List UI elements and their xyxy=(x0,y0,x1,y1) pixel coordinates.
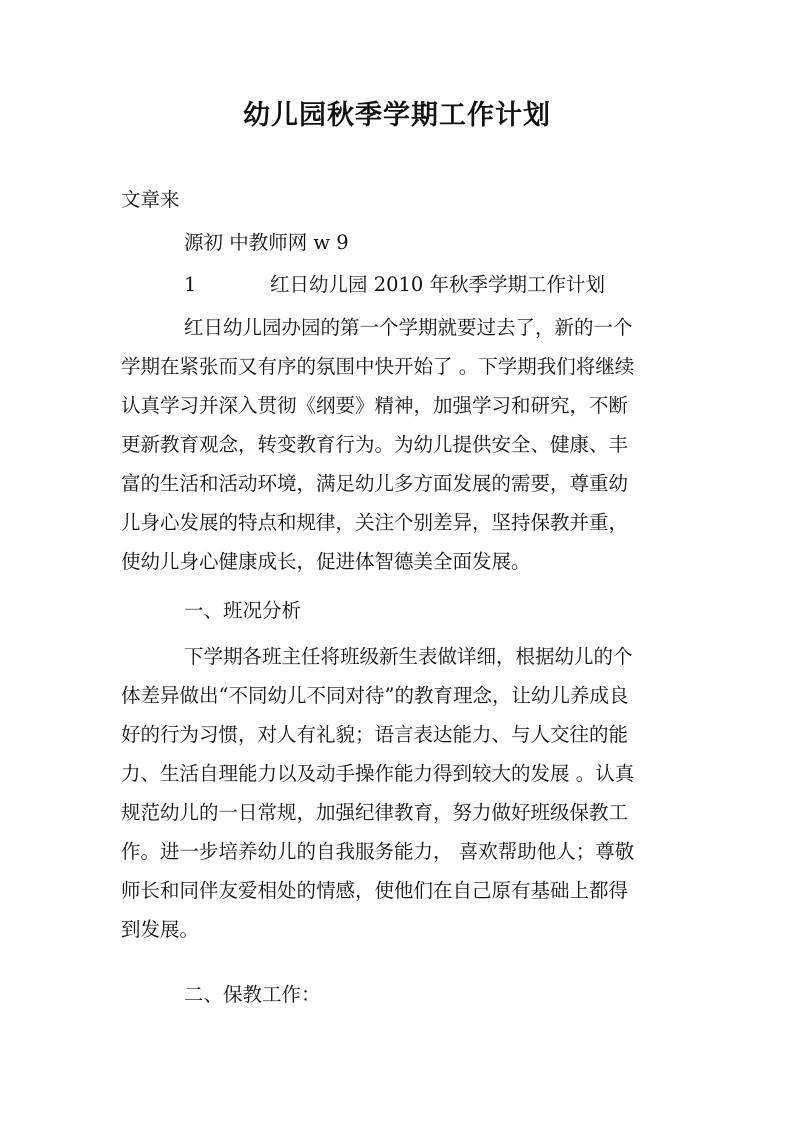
section1-paragraph-line: 好的行为习惯，对人有礼貌；语言表达能力、与人交往的能 xyxy=(121,723,629,746)
document-title: 幼儿园秋季学期工作计划 xyxy=(243,100,551,131)
intro-paragraph-line: 儿身心发展的特点和规律，关注个别差异，坚持保教并重， xyxy=(121,511,629,534)
intro-paragraph-line: 红日幼儿园办园的第一个学期就要过去了，新的一个 xyxy=(184,316,633,339)
intro-paragraph-line: 富的生活和活动环境，满足幼儿多方面发展的需要，尊重幼 xyxy=(121,472,629,495)
section1-paragraph-line: 到发展。 xyxy=(121,918,200,941)
intro-paragraph-line: 认真学习并深入贯彻《纲要》精神，加强学习和研究，不断 xyxy=(121,394,629,417)
plan-title: 红日幼儿园 2010 年秋季学期工作计划 xyxy=(270,273,606,296)
section1-paragraph-line: 作。进一步培养幼儿的自我服务能力， 喜欢帮助他人；尊敬 xyxy=(121,840,635,863)
item-number: 1 xyxy=(184,273,197,296)
intro-paragraph-line: 学期在紧张而又有序的氛围中快开始了 。下学期我们将继续 xyxy=(121,355,635,378)
source-line-1: 文章来 xyxy=(121,188,180,211)
section1-paragraph-line: 下学期各班主任将班级新生表做详细，根据幼儿的个 xyxy=(184,645,633,668)
section1-paragraph-line: 体差异做出“不同幼儿不同对待”的教育理念，让幼儿养成良 xyxy=(121,684,629,707)
section1-paragraph-line: 规范幼儿的一日常规，加强纪律教育，努力做好班级保教工 xyxy=(121,801,629,824)
section1-heading: 一、班况分析 xyxy=(184,599,302,622)
intro-paragraph-line: 更新教育观念，转变教育行为。为幼儿提供安全、健康、丰 xyxy=(121,433,629,456)
section1-paragraph-line: 力、生活自理能力以及动手操作能力得到较大的发展 。认真 xyxy=(121,762,635,785)
section1-paragraph-line: 师长和同伴友爱相处的情感，使他们在自己原有基础上都得 xyxy=(121,879,629,902)
section2-heading: 二、保教工作： xyxy=(184,983,321,1006)
intro-paragraph-line: 使幼儿身心健康成长，促进体智德美全面发展。 xyxy=(121,550,531,573)
source-line-2: 源初 中教师网 w 9 xyxy=(184,231,349,254)
